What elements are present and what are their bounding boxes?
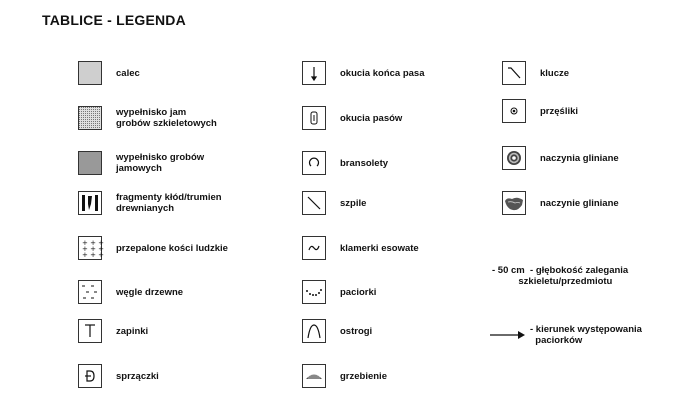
clay-vessels-icon: [502, 146, 526, 170]
legend-entry-fibula: [78, 319, 148, 343]
legend-label: klucze: [540, 67, 570, 79]
legend-label: sprzączki: [116, 370, 159, 382]
legend-entry-buckle: [78, 364, 159, 388]
legend-label: przepalone kości ludzkie: [116, 242, 228, 254]
fibula-icon: [78, 319, 102, 343]
fill-graves-swatch-icon: [78, 151, 102, 175]
strap-fitting-icon: [302, 106, 326, 130]
burnt-bones-icon: [78, 236, 105, 260]
charcoal-icon: [78, 280, 102, 304]
legend-label: naczynia gliniane: [540, 152, 619, 164]
legend-label: węgle drzewne: [116, 286, 184, 298]
legend-label: przęśliki: [540, 105, 579, 117]
svg-text:+ + +: + + +: [82, 239, 105, 247]
legend-entry-wood: [78, 191, 222, 215]
svg-text:+ + +: + + +: [82, 245, 105, 253]
clay-vessel-icon: [502, 191, 526, 215]
legend-entry-arrow: [490, 324, 642, 346]
calec-swatch-icon: [78, 61, 102, 85]
pin-icon: [302, 191, 326, 215]
legend-entry-fill-pits: [78, 106, 217, 130]
legend-entry-bones: [78, 236, 228, 260]
legend-entry-spur: [302, 319, 372, 343]
legend-entry-fill-graves: [78, 151, 204, 175]
page-title: TABLICE - LEGENDA: [42, 12, 186, 28]
legend-entry-clay-vessel: [502, 191, 619, 215]
legend-entry-clay-vessels: [502, 146, 619, 170]
legend-entry-spindle-whorl: [502, 99, 578, 123]
buckle-icon: [78, 364, 102, 388]
comb-icon: [302, 364, 326, 388]
wood-fragments-icon: [78, 191, 102, 215]
legend-entry-s-clasp: [302, 236, 419, 260]
fill-pits-swatch-icon: [78, 106, 102, 130]
legend-label: wypełnisko jam grobów szkieletowych: [116, 107, 217, 129]
legend-label: zapinki: [116, 325, 149, 337]
legend-entry-key: [502, 61, 569, 85]
legend-label: okucia końca pasa: [340, 67, 425, 79]
legend-label: fragmenty kłód/trumien drewnianych: [116, 192, 222, 214]
legend-label: calec: [116, 67, 140, 79]
arrow-right-icon: [490, 330, 526, 340]
spur-icon: [302, 319, 326, 343]
legend-label: grzebienie: [340, 370, 387, 382]
legend-label: bransolety: [340, 157, 389, 169]
arrow-note: - kierunek występowania paciorków: [530, 324, 642, 346]
legend-label: klamerki esowate: [340, 242, 419, 254]
bracelet-icon: [302, 151, 326, 175]
legend-entry-strap-end: [302, 61, 424, 85]
legend-entry-strap-fitting: [302, 106, 402, 130]
legend-entry-calec: [78, 61, 140, 85]
depth-note: - 50 cm - głębokość zalegania szkieletu/przedmiotu: [492, 265, 629, 287]
svg-text:+ + +: + + +: [82, 251, 105, 259]
spindle-whorl-icon: [502, 99, 526, 123]
legend-entry-pin: [302, 191, 366, 215]
legend-label: naczynie gliniane: [540, 197, 619, 209]
legend-entry-comb: [302, 364, 387, 388]
legend-label: okucia pasów: [340, 112, 403, 124]
legend-label: paciorki: [340, 286, 377, 298]
legend-entry-charcoal: [78, 280, 183, 304]
legend-entry-bracelet: [302, 151, 388, 175]
beads-icon: [302, 280, 326, 304]
legend-label: wypełnisko grobów jamowych: [116, 152, 205, 174]
key-icon: [502, 61, 526, 85]
legend-label: ostrogi: [340, 325, 373, 337]
strap-end-icon: [302, 61, 326, 85]
s-clasp-icon: [302, 236, 326, 260]
legend-entry-beads: [302, 280, 376, 304]
legend-label: szpile: [340, 197, 367, 209]
